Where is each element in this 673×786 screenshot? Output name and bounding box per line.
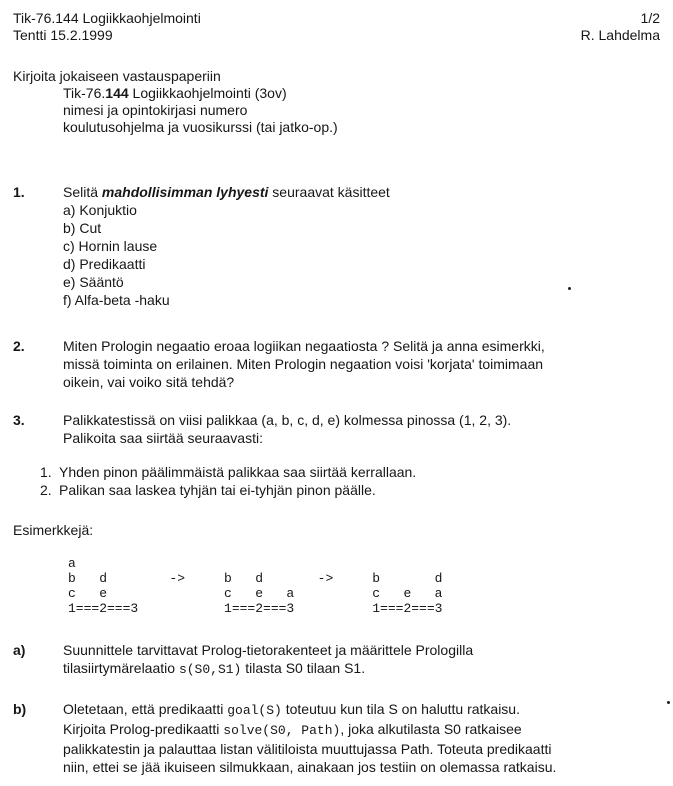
- diagram-line-3: c e c e a c e a: [68, 586, 443, 601]
- subquestion-b: [13, 700, 660, 776]
- question-3-number: 3.: [13, 412, 25, 428]
- page-number: 1/2: [640, 10, 660, 26]
- examples-label: Esimerkkejä:: [13, 522, 94, 538]
- subquestion-a-label: a): [13, 642, 26, 658]
- instruction-name-line: nimesi ja opintokirjasi numero: [63, 102, 248, 118]
- exam-date-line: Tentti 15.2.1999: [13, 27, 113, 43]
- header-left: [13, 10, 201, 44]
- question-2-text-line: Miten Prologin negaatio eroaa logiikan negaatiosta ? Selitä ja anna esimerkki,: [63, 338, 545, 354]
- question-2-text-line: oikein, vai voiko sitä tehdä?: [63, 374, 235, 390]
- diagram-line-4: 1===2===3 1===2===3 1===2===3: [68, 601, 443, 616]
- question-2-number: 2.: [13, 338, 25, 354]
- concept-item-e: e) Sääntö: [63, 274, 124, 290]
- question-1-title-pre: Selitä: [63, 184, 102, 200]
- rule-2-text: Palikan saa laskea tyhjän tai ei-tyhjän pinon päälle.: [59, 482, 376, 498]
- rule-item-2: [40, 481, 660, 499]
- concept-item-c: c) Hornin lause: [63, 238, 158, 254]
- instruction-course-pre: Tik-76.: [63, 85, 106, 101]
- examiner-name: R. Lahdelma: [580, 27, 660, 43]
- subquestion-a-text-line: Suunnittele tarvittavat Prolog-tietorakenteet ja määrittele Prologilla: [63, 642, 474, 658]
- question-2: [13, 337, 660, 391]
- subquestion-b-body: [63, 700, 660, 776]
- subquestion-a-text: tilasta S0 tilaan S1.: [241, 660, 366, 676]
- question-2-body: [63, 337, 660, 391]
- subquestion-b-text: Kirjoita Prolog-predikaatti: [63, 721, 224, 737]
- question-1-title: [63, 183, 660, 201]
- question-3: [13, 411, 660, 447]
- subquestion-b-text-line: niin, ettei se jää ikuiseen silmukkaan, ainakaan jos testiin on olemassa ratkaisu.: [63, 759, 557, 775]
- question-1-title-emphasis: mahdollisimman lyhyesti: [101, 184, 269, 200]
- answer-instructions: [13, 68, 660, 136]
- subquestion-b-label: b): [13, 701, 27, 717]
- rule-item-1: [40, 463, 660, 481]
- rule-2-number: 2.: [40, 482, 52, 498]
- question-2-text-line: missä toiminta on erilainen. Miten Prologin negaation voisi 'korjata' toimimaan: [63, 356, 544, 372]
- inline-code-solve-predicate: solve(S0, Path): [223, 723, 341, 738]
- concept-item-a: a) Konjuktio: [63, 202, 137, 218]
- subquestion-a-text: tilasiirtymärelaatio: [63, 660, 179, 676]
- subquestion-b-text-line: [63, 700, 660, 720]
- subquestion-a: [13, 641, 660, 679]
- inline-code-goal-predicate: goal(S): [227, 703, 282, 718]
- block-move-rules: [40, 463, 660, 499]
- question-3-text-line: Palikoita saa siirtää seuraavasti:: [63, 430, 263, 446]
- concept-item-d: d) Predikaatti: [63, 256, 146, 272]
- concept-item-f: f) Alfa-beta -haku: [63, 292, 170, 308]
- instruction-course-number: 144: [105, 85, 129, 101]
- question-1-body: [63, 183, 660, 309]
- question-1-number: 1.: [13, 184, 25, 200]
- subquestion-b-text-line: palikkatestin ja palauttaa listan välitiloista muuttujassa Path. Toteuta predikaatti: [63, 741, 552, 757]
- subquestion-b-text: Oletetaan, että predikaatti: [63, 701, 228, 717]
- page-header: [13, 10, 660, 44]
- question-3-body: [63, 411, 660, 447]
- question-1-title-post: seuraavat käsitteet: [268, 184, 390, 200]
- question-1: [13, 183, 660, 309]
- subquestion-a-body: [63, 641, 660, 679]
- rule-1-text: Yhden pinon päälimmäistä palikkaa saa siirtää kerrallaan.: [59, 464, 417, 480]
- scan-artifact-dot: [667, 701, 670, 704]
- course-code-line: Tik-76.144 Logiikkaohjelmointi: [13, 10, 201, 26]
- instruction-course-post: Logiikkaohjelmointi (3ov): [128, 85, 287, 101]
- header-right: [581, 10, 660, 44]
- diagram-line-2: b d -> b d -> b d: [68, 571, 443, 586]
- instruction-program-line: koulutusohjelma ja vuosikurssi (tai jatko-op.): [63, 119, 338, 135]
- concept-item-b: b) Cut: [63, 220, 102, 236]
- block-stacks-diagram: [68, 556, 660, 616]
- diagram-line-1: a: [68, 556, 76, 571]
- instructions-intro: Kirjoita jokaiseen vastauspaperiin: [13, 68, 221, 84]
- subquestion-b-text: toteutuu kun tila S on haluttu ratkaisu.: [281, 701, 520, 717]
- scan-artifact-dot: [568, 287, 571, 290]
- subquestion-b-text-line: [63, 720, 660, 740]
- rule-1-number: 1.: [40, 464, 52, 480]
- subquestion-b-text: , joka alkutilasta S0 ratkaisee: [340, 721, 522, 737]
- instruction-course-line: [63, 85, 660, 102]
- inline-code-s-relation: s(S0,S1): [178, 662, 242, 677]
- question-3-text-line: Palikkatestissä on viisi palikkaa (a, b, c, d, e) kolmessa pinossa (1, 2, 3).: [63, 412, 512, 428]
- subquestion-a-text-line: [63, 659, 660, 679]
